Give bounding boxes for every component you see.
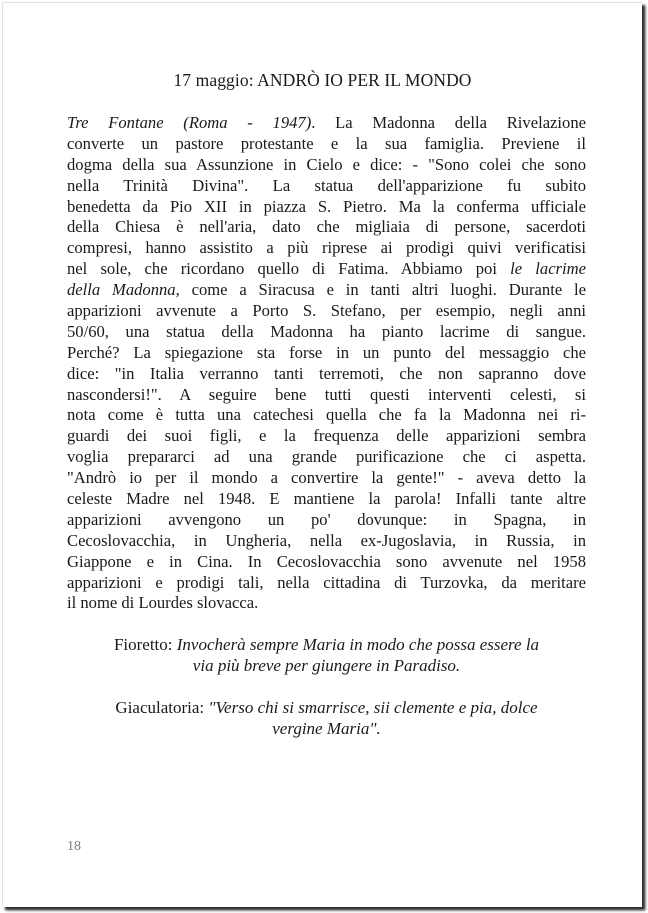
body-line bbox=[67, 531, 586, 552]
page-title: 17 maggio: ANDRÒ IO PER IL MONDO bbox=[173, 70, 472, 90]
body-line bbox=[67, 552, 586, 573]
body-text: apparizioni avvenute a Porto S. Stefano, per esempio, negli anni bbox=[67, 301, 586, 321]
body-text: "Andrò io per il mondo a convertire la gente!" - aveva detto la bbox=[67, 468, 586, 488]
body-line bbox=[67, 573, 586, 594]
body-text: nota come è tutta una catechesi quella che fa la Madonna nei ri- bbox=[67, 405, 586, 425]
body-text: Cecoslovacchia, in Ungheria, nella ex-Jugoslavia, in Russia, in bbox=[67, 530, 586, 550]
body-paragraph bbox=[67, 113, 586, 614]
italic-text: della Madonna, bbox=[67, 280, 180, 300]
body-line bbox=[67, 343, 586, 364]
body-text: dogma della sua Assunzione in Cielo e dice: - "Sono colei che sono bbox=[67, 154, 586, 174]
fioretto-block bbox=[67, 634, 586, 676]
body-line bbox=[67, 426, 586, 447]
body-text: celeste Madre nel 1948. E mantiene la parola! Infalli tante altre bbox=[67, 489, 586, 509]
body-text: 50/60, una statua della Madonna ha pianto lacrime di sangue. bbox=[67, 321, 586, 341]
page-number: 18 bbox=[67, 839, 81, 854]
body-text: dice: "in Italia verranno tanti terremoti, che non sapranno dove bbox=[67, 363, 586, 383]
body-text: Perché? La spiegazione sta forse in un punto del messaggio che bbox=[67, 342, 586, 362]
fioretto-text-2: via più breve per giungere in Paradiso. bbox=[192, 656, 461, 675]
body-line bbox=[67, 489, 586, 510]
fioretto-text-1: Invocherà sempre Maria in modo che possa essere la bbox=[176, 635, 540, 654]
giaculatoria-block bbox=[67, 697, 586, 739]
body-line bbox=[67, 134, 586, 155]
fioretto-label: Fioretto: bbox=[113, 635, 177, 654]
body-line bbox=[67, 280, 586, 301]
giaculatoria-text-1: "Verso chi si smarrisce, sii clemente e pia, dolce bbox=[208, 698, 538, 717]
body-text: come a Siracusa e in tanti altri luoghi. Durante le bbox=[179, 280, 586, 300]
body-line bbox=[67, 176, 586, 197]
body-line bbox=[67, 197, 586, 218]
body-text: nel sole, che ricordano quello di Fatima. Abbiamo poi bbox=[67, 259, 511, 279]
body-text: . La Madonna della Rivelazione bbox=[311, 113, 586, 132]
body-line bbox=[67, 259, 586, 280]
body-text: apparizioni e prodigi tali, nella cittadina di Turzovka, da meritare bbox=[67, 572, 586, 592]
body-text: converte un pastore protestante e la sua famiglia. Previene il bbox=[67, 133, 586, 153]
body-text: Giappone e in Cina. In Cecoslovacchia sono avvenute nel 1958 bbox=[67, 551, 586, 571]
fioretto-line-2 bbox=[67, 655, 586, 676]
giaculatoria-line-1 bbox=[67, 697, 586, 718]
giaculatoria-line-2 bbox=[67, 718, 586, 739]
body-line bbox=[67, 510, 586, 531]
body-line bbox=[67, 238, 586, 259]
fioretto-line-1 bbox=[67, 634, 586, 655]
body-text: guardi dei suoi figli, e la frequenza delle apparizioni sembra bbox=[67, 426, 586, 446]
body-line bbox=[67, 447, 586, 468]
body-text: compresi, hanno assistito a più riprese ai prodigi quivi verificatisi bbox=[67, 238, 586, 258]
italic-text: Tre Fontane (Roma - 1947) bbox=[67, 113, 312, 132]
body-line bbox=[67, 468, 586, 489]
body-text: della Chiesa è nell'aria, dato che migliaia di persone, sacerdoti bbox=[67, 217, 586, 237]
document-page bbox=[2, 2, 642, 907]
giaculatoria-text-2: vergine Maria". bbox=[272, 719, 381, 738]
body-text: nascondersi!". A seguire bene tutti questi interventi celesti, si bbox=[67, 384, 586, 404]
body-line bbox=[67, 405, 586, 426]
italic-text: le lacrime bbox=[510, 259, 586, 279]
body-line bbox=[67, 301, 586, 322]
body-text: voglia prepararci ad una grande purificazione che ci aspetta. bbox=[67, 447, 586, 467]
body-text: apparizioni avvengono un po' dovunque: in Spagna, in bbox=[67, 509, 586, 529]
body-line bbox=[67, 322, 586, 343]
body-text: il nome di Lourdes slovacca. bbox=[67, 593, 259, 613]
body-line bbox=[67, 217, 586, 238]
giaculatoria-label: Giaculatoria: bbox=[115, 698, 209, 717]
body-line bbox=[67, 113, 586, 134]
body-text: nella Trinità Divina". La statua dell'apparizione fu subito bbox=[67, 175, 586, 195]
body-line bbox=[67, 593, 586, 614]
body-line bbox=[67, 385, 586, 406]
body-text: benedetta da Pio XII in piazza S. Pietro. Ma la conferma ufficiale bbox=[67, 196, 586, 216]
body-line bbox=[67, 155, 586, 176]
body-line bbox=[67, 364, 586, 385]
